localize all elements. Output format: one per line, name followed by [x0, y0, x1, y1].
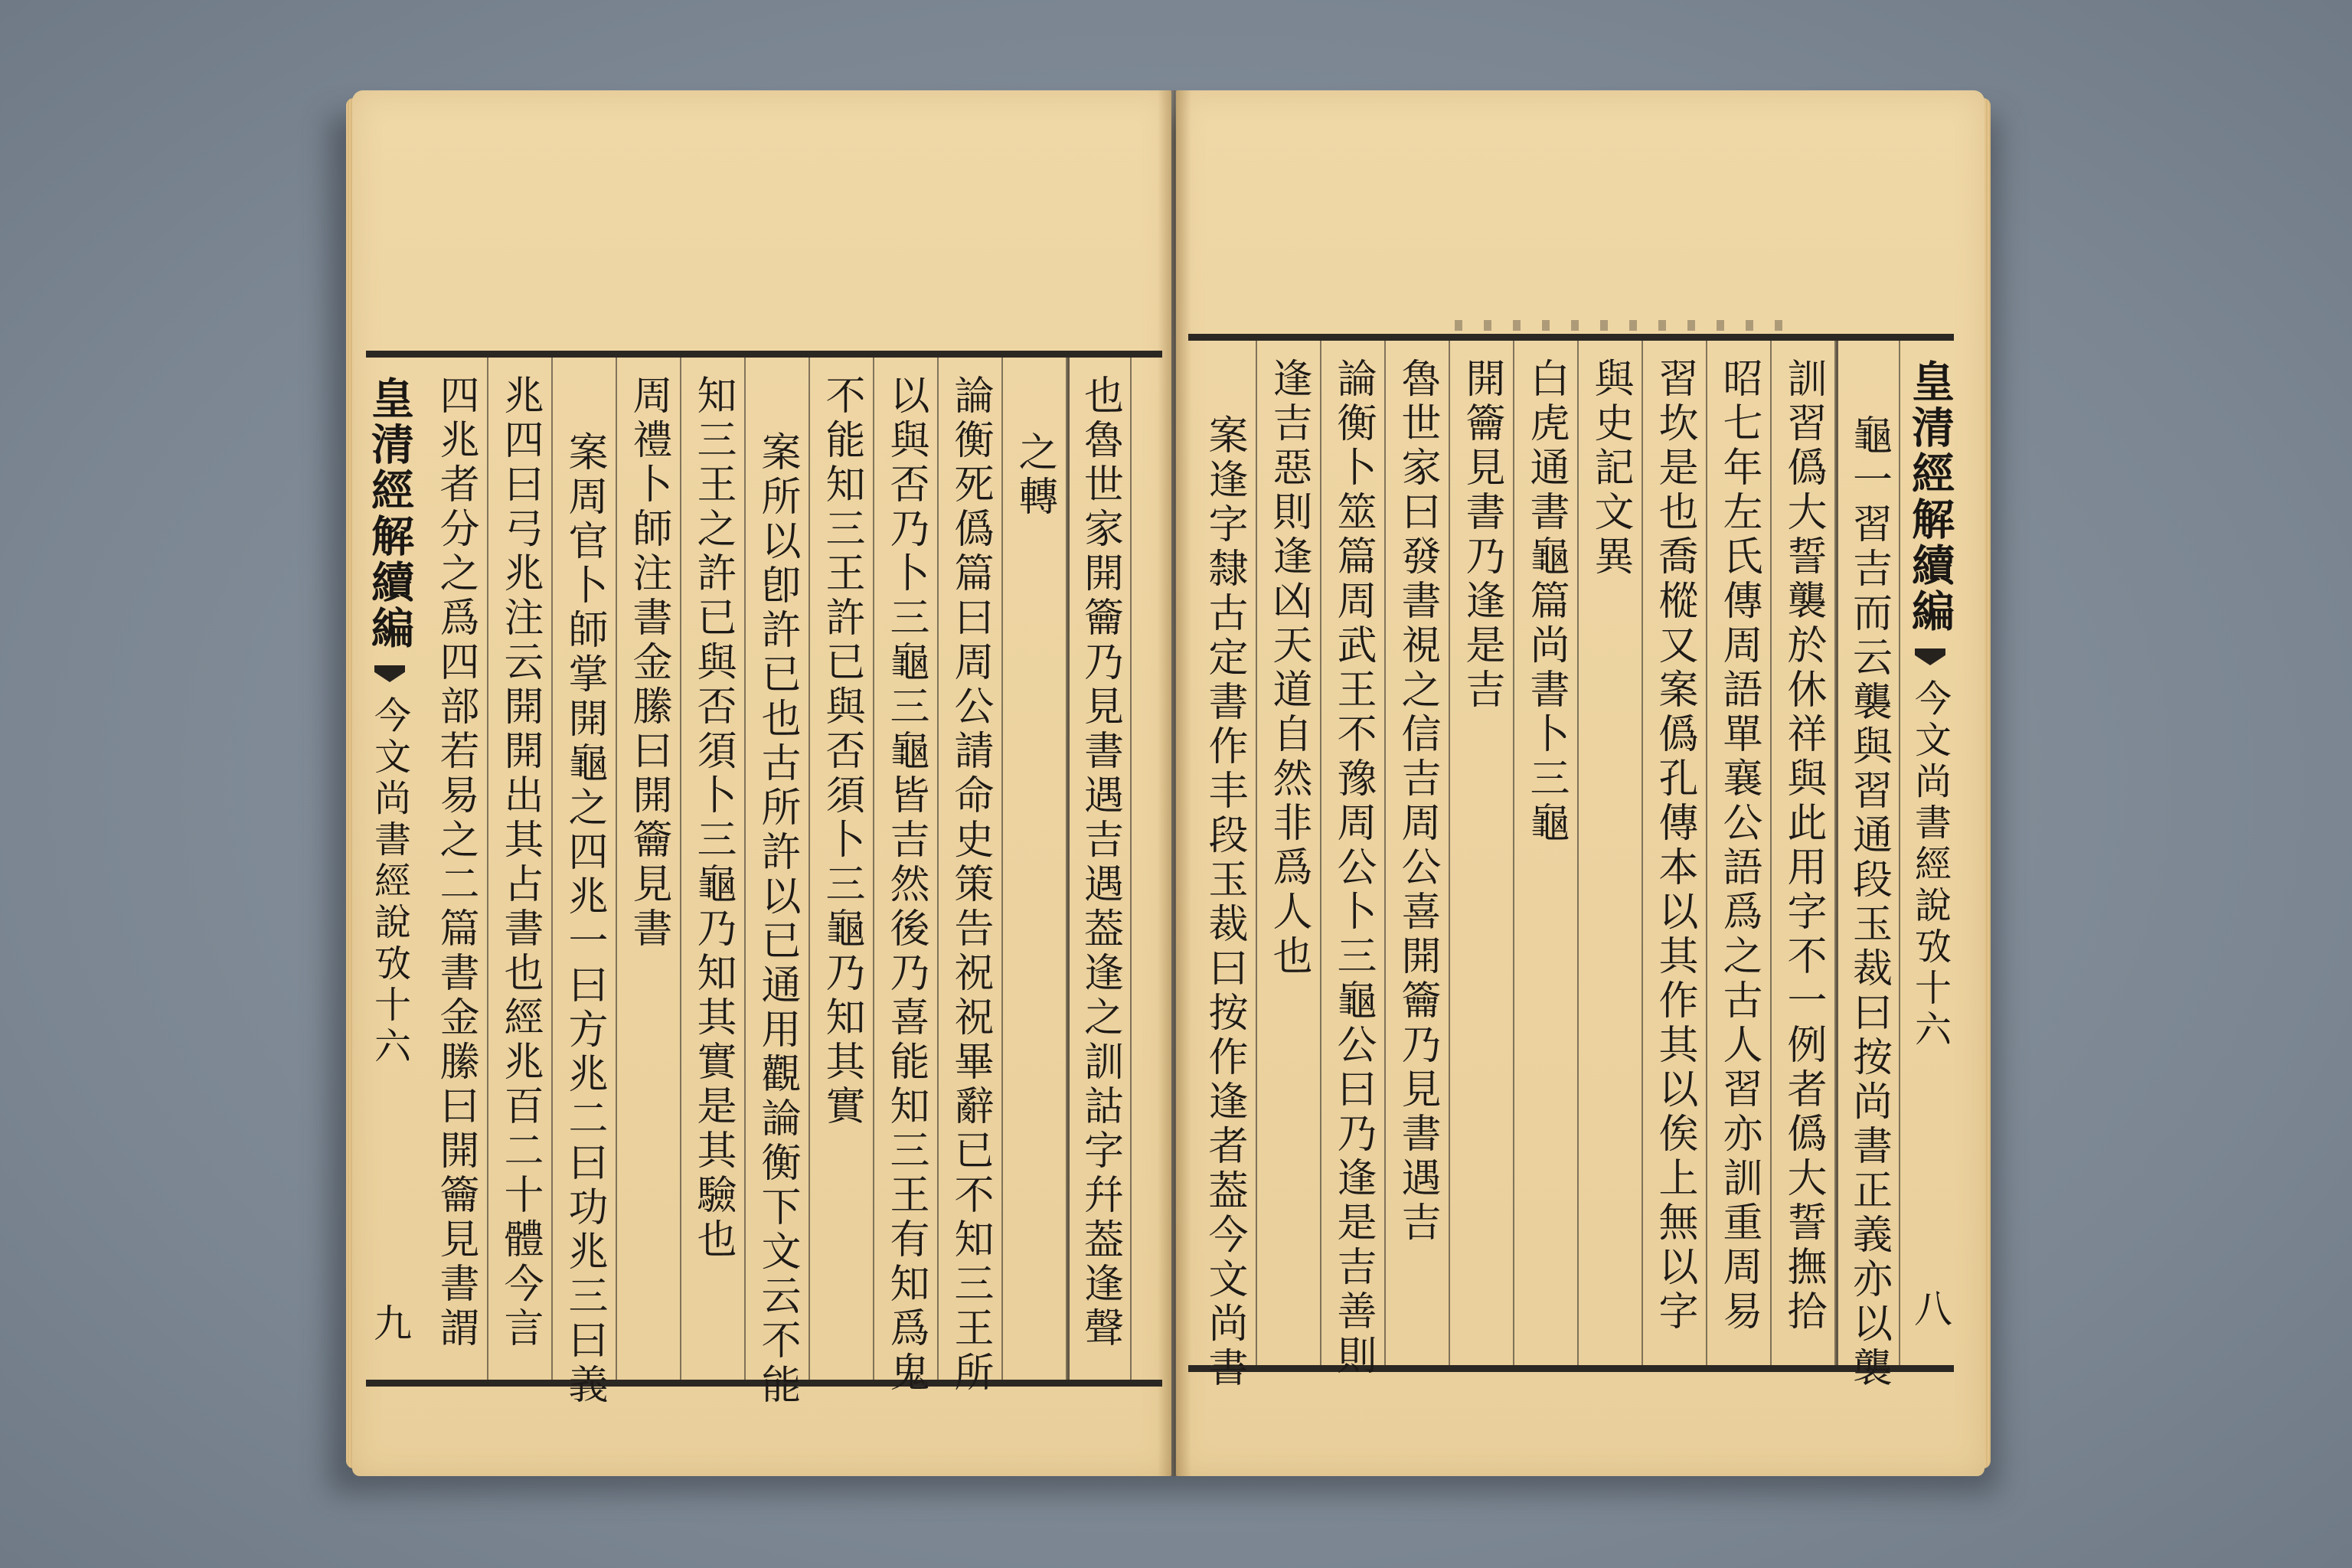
column-text: 論衡卜筮篇周武王不豫周公卜三龜公曰乃逢是吉善則	[1330, 358, 1376, 1379]
column-text: 昭七年左氏傳周語單襄公語爲之古人習亦訓重周易	[1716, 358, 1762, 1334]
column-text: 開籥見書乃逢是吉	[1459, 358, 1504, 713]
ink-smudge	[1455, 320, 1784, 331]
text-column	[1321, 341, 1386, 1379]
text-column	[1257, 341, 1321, 1365]
banxin-subtitle: 今文尚書經說攷十六	[368, 696, 411, 1068]
fish-tail-mark	[374, 665, 405, 682]
folio-number: 九	[368, 1303, 412, 1341]
column-text: 以與否乃卜三龜三龜皆吉然後乃喜能知三王有知爲鬼	[883, 374, 929, 1396]
column-text: 逢吉惡則逢凶天道自然非爲人也	[1266, 358, 1312, 979]
text-column	[1450, 341, 1514, 1365]
text-column	[746, 358, 810, 1408]
text-column	[1514, 341, 1579, 1365]
text-column	[810, 358, 874, 1380]
text-column	[1579, 341, 1643, 1365]
book-gutter	[1158, 90, 1191, 1476]
banxin-subtitle: 今文尚書經說攷十六	[1908, 679, 1952, 1051]
text-column	[1067, 358, 1132, 1380]
column-text: 習坎是也喬樅又案僞孔傳本以其作其以俟上無以字	[1651, 358, 1697, 1334]
text-column	[1003, 358, 1067, 1380]
text-column	[1193, 341, 1257, 1391]
folio-number: 八	[1908, 1289, 1952, 1327]
column-text: 之轉	[1011, 431, 1057, 520]
text-column	[488, 358, 553, 1380]
text-column	[424, 358, 488, 1380]
fish-tail-mark	[1915, 648, 1945, 665]
text-column	[1386, 341, 1450, 1365]
text-column	[1836, 341, 1900, 1391]
text-column	[1643, 341, 1707, 1365]
column-text: 兆四曰弓兆注云開開出其占書也經兆百二十體今言	[497, 374, 543, 1351]
column-text: 魯世家曰發書視之信吉周公喜開籥乃見書遇吉	[1394, 358, 1440, 1246]
left-text-frame	[364, 351, 1162, 1408]
left-banxin	[364, 358, 415, 1380]
banxin-title: 皇清經解續編	[1905, 359, 1955, 635]
column-text: 四兆者分之爲四部若易之二篇書金縢曰開籥見書謂	[433, 374, 479, 1351]
column-text: 不能知三王許已與否須卜三龜乃知其實	[818, 374, 864, 1129]
column-text: 與史記文異	[1587, 358, 1633, 580]
text-column	[1707, 341, 1772, 1365]
right-text-frame	[1188, 334, 1955, 1391]
banxin-title: 皇清經解續編	[364, 376, 415, 652]
column-text: 案所以卽許已也古所許以已通用觀論衡下文云不能	[754, 431, 800, 1408]
right-banxin	[1905, 341, 1955, 1365]
text-column	[681, 358, 746, 1380]
column-text: 也魯世家開籥乃見書遇吉遇葢逢之訓詁字幷葢逢聲	[1076, 374, 1123, 1351]
text-column	[874, 358, 939, 1396]
column-text: 案逢字隸古定書作丰段玉裁曰按作逢者葢今文尚書	[1201, 414, 1247, 1391]
column-text: 白虎通書龜篇尚書卜三龜	[1523, 358, 1569, 846]
text-column	[1772, 341, 1836, 1365]
column-text: 訓習僞大誓襲於休祥與此用字不一例者僞大誓撫拾	[1780, 358, 1826, 1334]
text-column	[553, 358, 617, 1408]
column-text: 龜一習吉而云襲與習通段玉裁曰按尚書正義亦以襲	[1845, 414, 1892, 1391]
column-text: 論衡死僞篇曰周公請命史策告祝祝畢辭已不知三王所	[947, 374, 993, 1396]
column-text: 周禮卜師注書金縢曰開籥見書	[626, 374, 671, 952]
text-column	[617, 358, 681, 1380]
text-column	[939, 358, 1003, 1396]
column-text: 知三王之許已與否須卜三龜乃知其實是其驗也	[690, 374, 736, 1263]
column-text: 案周官卜師掌開龜之四兆一曰方兆二曰功兆三曰義	[561, 431, 607, 1408]
